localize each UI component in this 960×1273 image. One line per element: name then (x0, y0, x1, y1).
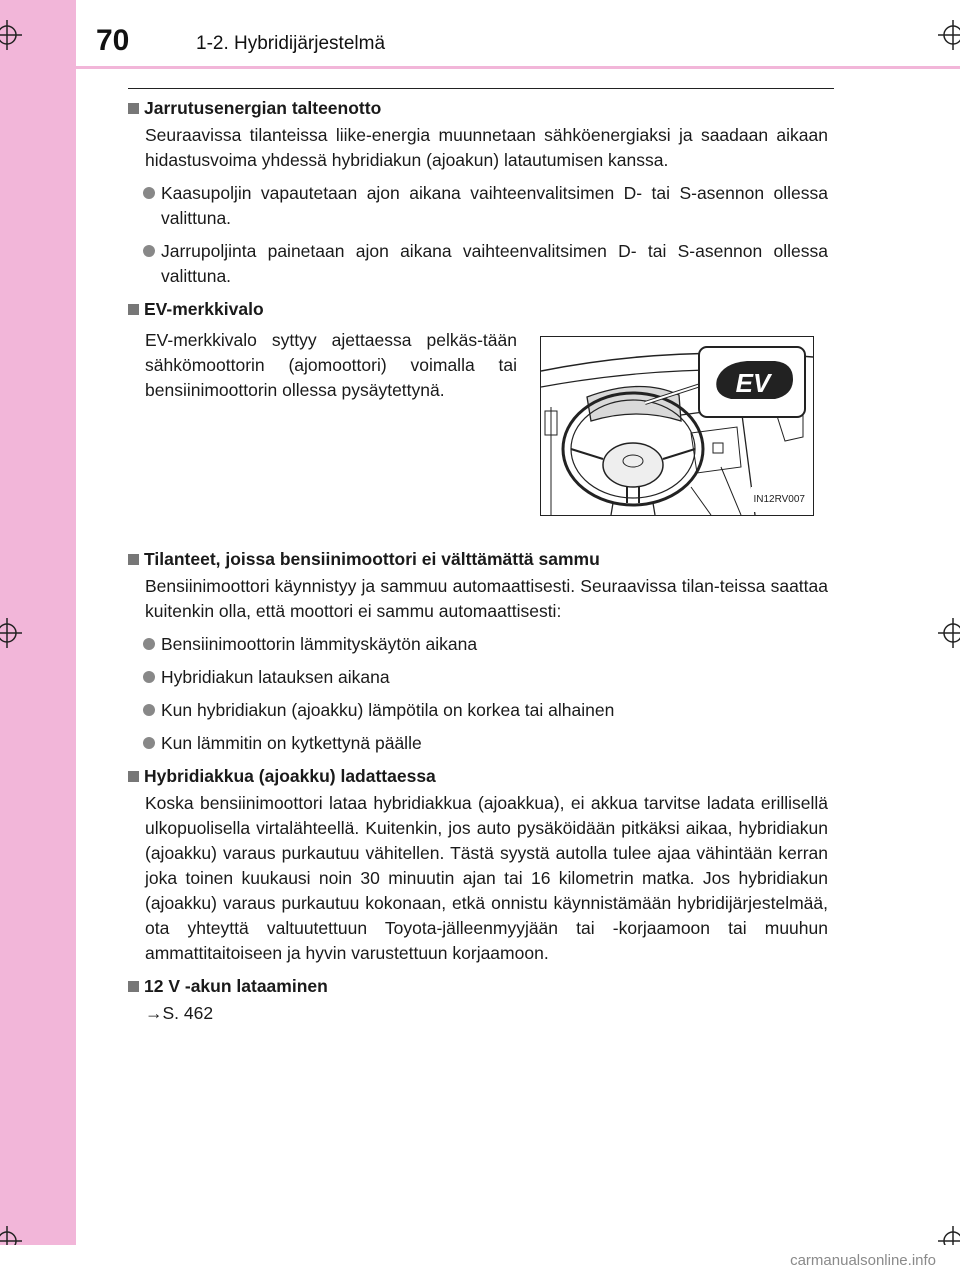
square-bullet-icon (128, 103, 139, 114)
circle-bullet-icon (143, 638, 155, 650)
section-heading: EV-merkkivalo (128, 297, 828, 322)
section-heading: Hybridiakkua (ajoakku) ladattaessa (128, 764, 828, 789)
dashboard-illustration (540, 336, 814, 516)
figure-code: IN12RV007 (751, 487, 807, 512)
section-text: Seuraavissa tilanteissa liike-energia muunnetaan sähköenergiaksi ja saadaan aikaan hidastusvoima yhdessä hybridiakun (ajoakun) latautumisen kanssa. (145, 125, 828, 170)
ev-badge-text: EV (735, 368, 771, 398)
crop-mark-icon (0, 618, 22, 648)
page-content (128, 96, 828, 1034)
list-item: Jarrupoljinta painetaan ajon aikana vaihteenvalitsimen D- tai S-asennon ollessa valittuna. (161, 239, 828, 289)
section-text: Koska bensiinimoottori lataa hybridiakkua (ajoakkua), ei akkua tarvitse ladata erillisellä ulkopuolisella virtalähteellä. Kuitenkin, jos auto pysäköidään pitkäksi aikaa, hybridiakun (ajoakku) varaus purkautuu vähitellen. Tästä syystä autolla tulee ajaa vähintään kerran joka toinen kuukausi noin 30 minuutin ajan tai 16 kilometrin matka. Jos hybridiakun (ajoakku) varaus purkautuu kokonaan, etkä onnistu käynnistämään hybridijärjestelmää, ota yhteyttä valtuutettuun Toyota-jälleenmyyjään tai -korjaamoon tai muuhun ammattitaitoiseen ja hyvin varustettuun korjaamoon. (145, 793, 828, 963)
section-heading: Jarrutusenergian talteenotto (128, 96, 828, 121)
section-heading: 12 V -akun lataaminen (128, 974, 828, 999)
circle-bullet-icon (143, 737, 155, 749)
crop-mark-icon (938, 20, 960, 50)
list-item: Kun hybridiakun (ajoakku) lämpötila on korkea tai alhainen (161, 698, 828, 723)
section-text: Bensiinimoottori käynnistyy ja sammuu automaattisesti. Seuraavissa tilan-teissa saattaa kuitenkin olla, että moottori ei sammu automaattisesti: (145, 576, 828, 621)
ev-section-body (128, 328, 828, 540)
section-heading: Tilanteet, joissa bensiinimoottori ei välttämättä sammu (128, 547, 828, 572)
crop-mark-icon (0, 20, 22, 50)
section-rule (128, 88, 834, 89)
watermark: carmanualsonline.info (790, 1252, 936, 1269)
list-item: Bensiinimoottorin lämmityskäytön aikana (161, 632, 828, 657)
list-item: Kaasupoljin vapautetaan ajon aikana vaihteenvalitsimen D- tai S-asennon ollessa valittuna. (161, 181, 828, 231)
square-bullet-icon (128, 981, 139, 992)
square-bullet-icon (128, 554, 139, 565)
circle-bullet-icon (143, 245, 155, 257)
section-text: EV-merkkivalo syttyy ajettaessa pelkäs-tään sähkömoottorin (ajomoottori) voimalla tai bensiinimoottorin ollessa pysäytettynä. (145, 330, 517, 400)
circle-bullet-icon (143, 704, 155, 716)
list-item: Kun lämmitin on kytkettynä päälle (161, 731, 828, 756)
crop-mark-icon (938, 618, 960, 648)
circle-bullet-icon (143, 671, 155, 683)
page-number: 70 (96, 24, 130, 57)
square-bullet-icon (128, 304, 139, 315)
list-item: Hybridiakun latauksen aikana (161, 665, 828, 690)
square-bullet-icon (128, 771, 139, 782)
circle-bullet-icon (143, 187, 155, 199)
page-reference-link[interactable]: →S. 462 (145, 1003, 214, 1023)
chapter-title: 1-2. Hybridijärjestelmä (196, 33, 386, 54)
header-color-line (76, 66, 960, 69)
